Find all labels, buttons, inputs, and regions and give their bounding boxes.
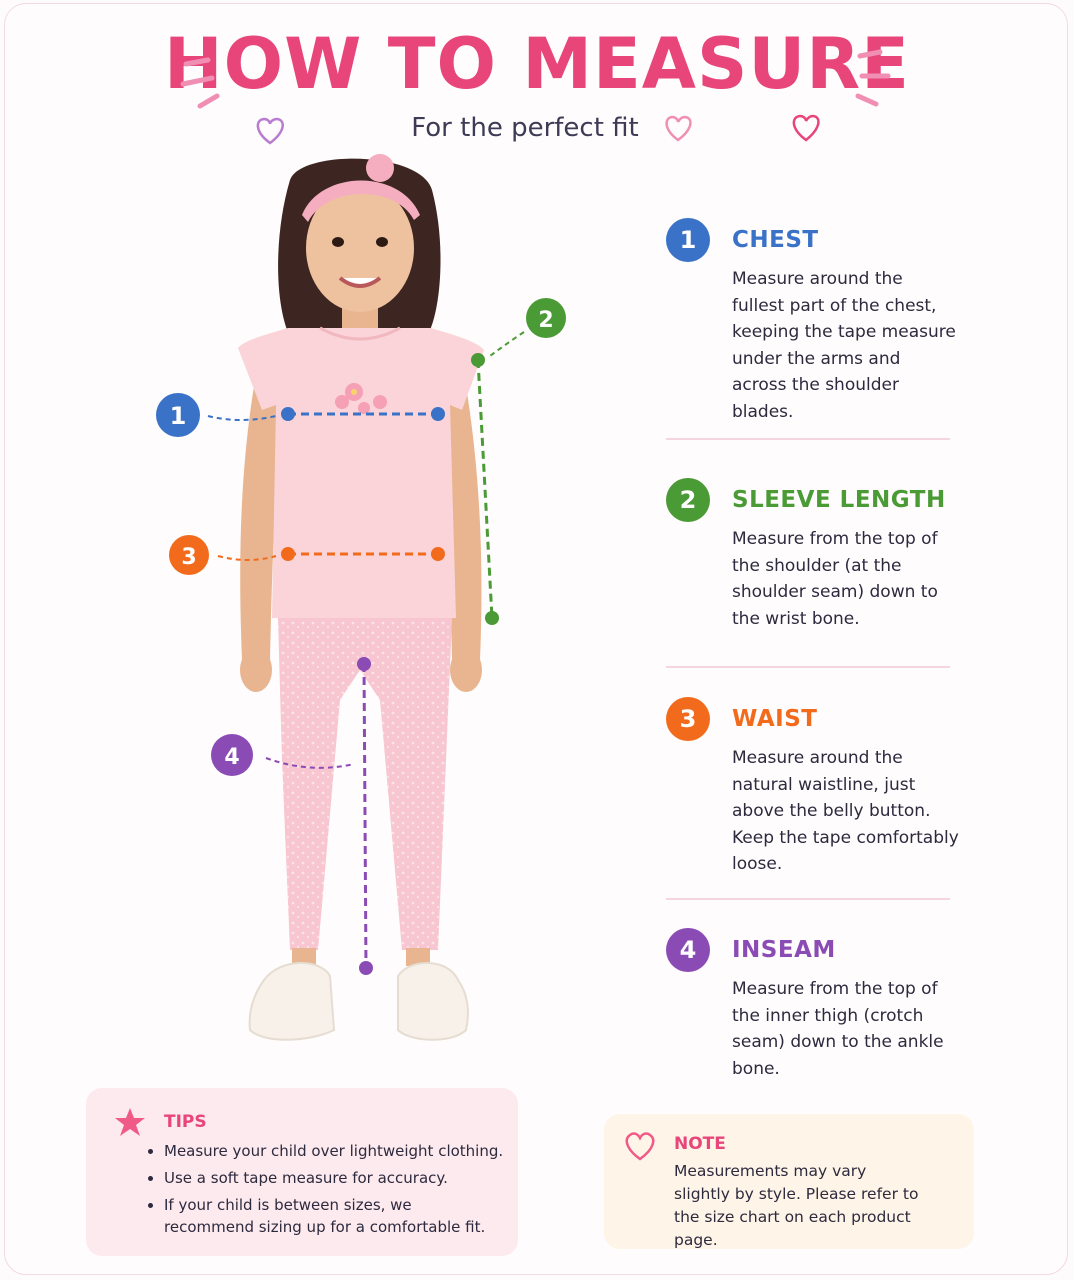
marker-2 xyxy=(526,298,566,338)
eye xyxy=(332,237,344,247)
number-badge: 1 xyxy=(666,218,710,262)
measurement-heading: SLEEVE LENGTH xyxy=(732,487,946,513)
svg-text:1: 1 xyxy=(169,402,187,430)
marker-4 xyxy=(211,734,253,776)
shirt xyxy=(238,328,484,618)
measurement-description: Measure from the top of the shoulder (at the shoulder seam) down to the wrist bone. xyxy=(732,529,938,629)
measurement-description: Measure around the natural waistline, just above the belly button. Keep the tape comfortably loose. xyxy=(732,748,959,874)
eye xyxy=(376,237,388,247)
divider xyxy=(666,898,950,900)
divider xyxy=(666,438,950,440)
svg-text:2: 2 xyxy=(538,308,554,333)
svg-text:4: 4 xyxy=(224,745,240,770)
marker-1 xyxy=(156,393,200,437)
tips-list xyxy=(148,1140,504,1243)
page-subtitle: For the perfect fit xyxy=(411,113,639,143)
measurement-heading: WAIST xyxy=(732,706,818,732)
list-item: • If your child is between sizes, we recommend sizing up for a comfortable fit. xyxy=(164,1194,504,1238)
heart-outline-icon xyxy=(622,1130,658,1162)
tips-box xyxy=(86,1088,518,1256)
tips-label: TIPS xyxy=(164,1112,207,1132)
heart-outline-icon xyxy=(794,116,819,140)
note-text: Measurements may vary slightly by style. Please refer to the size chart on each product page. xyxy=(674,1162,919,1249)
note-box xyxy=(604,1114,974,1249)
page-title: HOW TO MEASURE xyxy=(164,23,910,105)
heart-outline-icon xyxy=(667,117,691,140)
measurement-inseam xyxy=(666,928,956,1088)
headband-bow xyxy=(366,154,394,182)
list-item: • Measure your child over lightweight clothing. xyxy=(164,1140,504,1162)
marker-3 xyxy=(169,535,209,575)
left-shoe xyxy=(250,963,334,1040)
inseam-measure-line xyxy=(364,664,366,968)
measurement-description: Measure around the fullest part of the chest, keeping the tape measure under the arms and across the shoulder blades. xyxy=(732,269,956,422)
list-item: • Use a soft tape measure for accuracy. xyxy=(164,1167,504,1189)
divider xyxy=(666,666,950,668)
right-hand xyxy=(450,648,482,692)
number-badge: 4 xyxy=(666,928,710,972)
right-shoe xyxy=(398,963,468,1040)
star-icon xyxy=(114,1106,146,1138)
right-sparkle-lines-icon xyxy=(858,52,888,104)
measurement-sleeve-length xyxy=(666,478,956,648)
number-badge: 3 xyxy=(666,697,710,741)
note-label: NOTE xyxy=(674,1134,726,1154)
measurement-waist xyxy=(666,697,959,887)
number-badge: 2 xyxy=(666,478,710,522)
svg-text:3: 3 xyxy=(181,545,197,570)
measurement-heading: CHEST xyxy=(732,227,819,253)
measurement-chest xyxy=(666,218,956,422)
measurement-heading: INSEAM xyxy=(732,937,836,963)
measurement-description: Measure from the top of the inner thigh (crotch seam) down to the ankle bone. xyxy=(732,979,944,1079)
left-hand xyxy=(240,648,272,692)
